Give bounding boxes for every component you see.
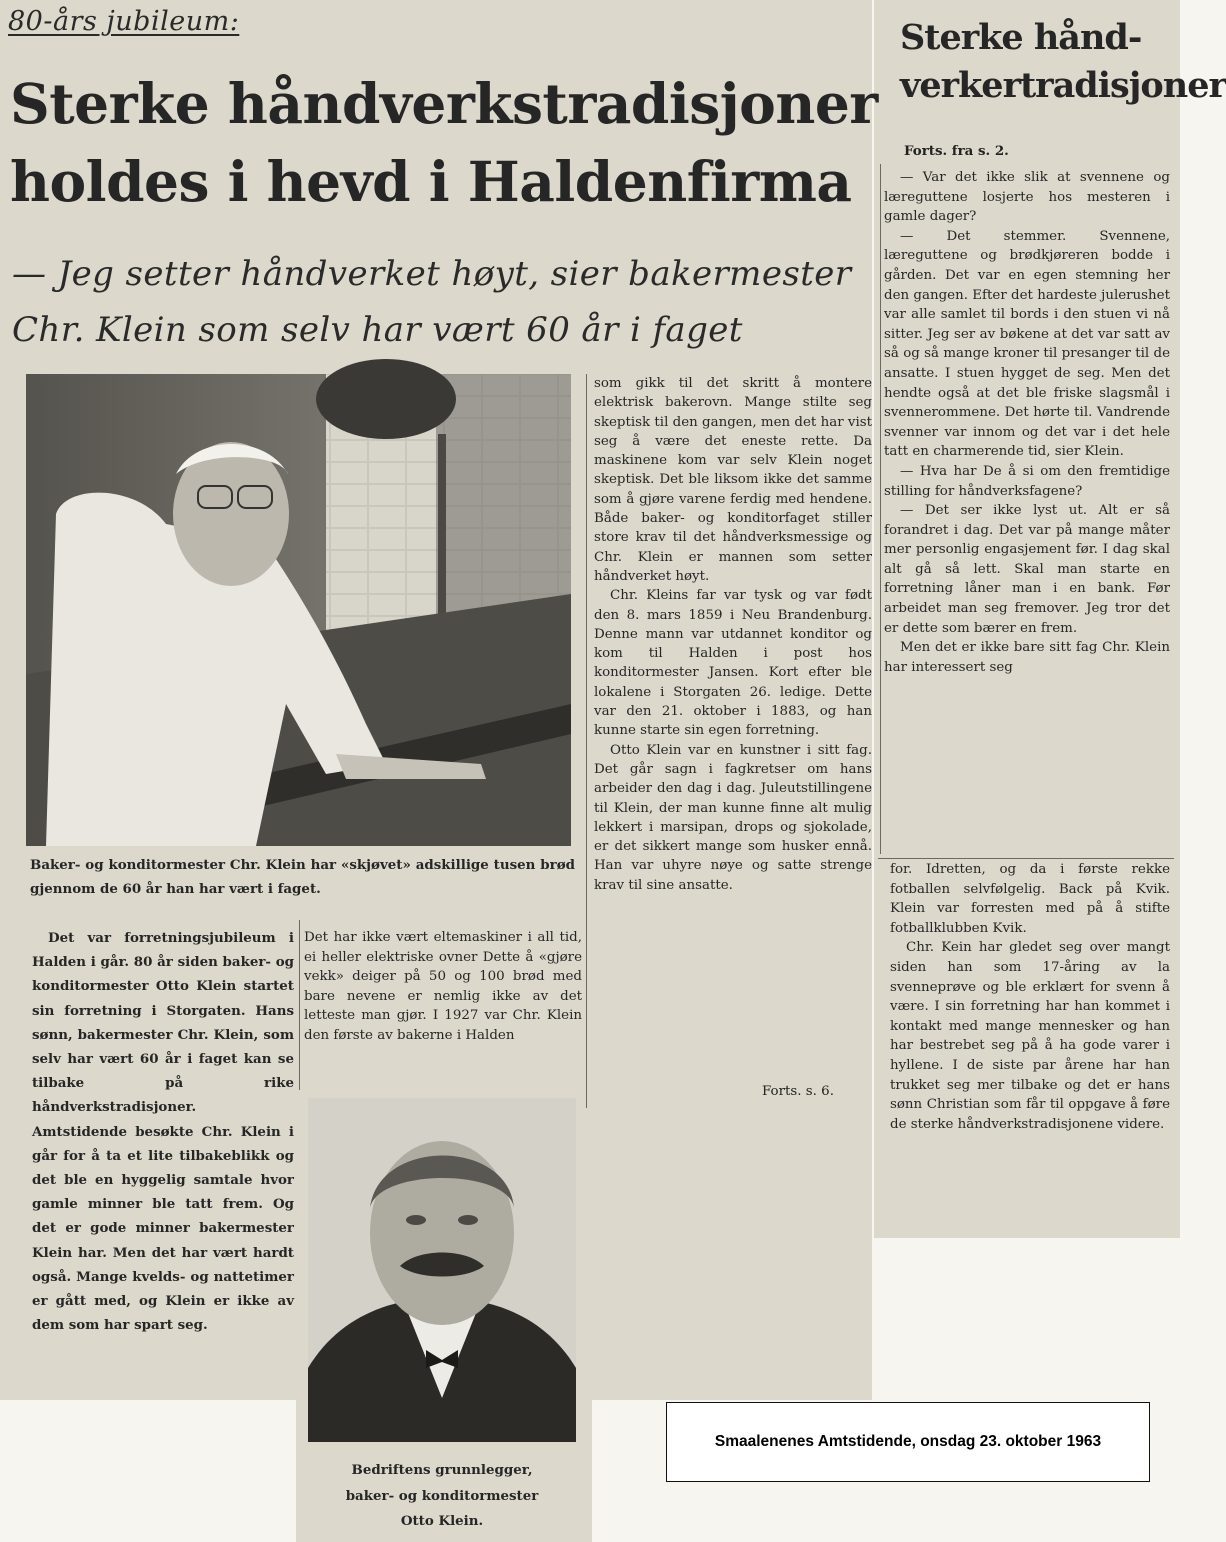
right-continued-paragraph: Chr. Kein har gledet seg over mangt siden han som 17-åring av la svenneprøve og ble erklært for svenn å være. I sin forretning har han kommet i kontakt med mange mennesker og han har bestrebet seg på å ha gode varer i hyllene. I de siste par årene har han trukket seg mer tilbake og det er hans sønn Christian som får til oppgave å føre de sterke håndverkstradisjonene videre. — [890, 940, 1170, 1132]
right-forts: Forts. fra s. 2. — [904, 143, 1009, 159]
photo-chr-klein — [26, 374, 571, 846]
divider-c — [586, 374, 587, 1108]
headline-line1: Sterke håndverkstradisjoner — [10, 71, 878, 136]
subhead-line2: Chr. Klein som selv har vært 60 år i faget — [12, 310, 743, 350]
right-column — [884, 168, 1170, 677]
column-c — [594, 374, 872, 895]
divider-right-continue — [878, 858, 1174, 859]
column-c-paragraph: Chr. Kleins far var tysk og var født den 8. mars 1859 i Neu Brandenburg. Denne mann var utdannet konditor og kom til Halden i post hos konditormester Jansen. Kort efter ble lokalene i Storgaten 26. ledige. Dette var den 21. oktober i 1883, og han kunne starte sin egen forretning. — [594, 588, 872, 739]
photo2-caption-line3: Otto Klein. — [400, 1513, 484, 1530]
photo-chr-klein-image — [26, 374, 571, 846]
photo1-caption: Baker- og konditormester Chr. Klein har «skjøvet» adskillige tusen brød gjennom de 60 år han har vært i faget. — [30, 857, 575, 897]
photo2-caption-line1: Bedriftens grunnlegger, — [351, 1462, 533, 1478]
photo2-caption-line2: baker- og konditormester — [345, 1487, 539, 1504]
right-continued-paragraph: for. Idretten, og da i første rekke fotballen selvfølgelig. Back på Kvik. Klein var forresten med på å stifte fotballklubben Kvik. — [890, 862, 1170, 936]
right-paragraph: — Hva har De å si om den fremtidige stilling for håndverksfagene? — [884, 463, 1170, 499]
column-c-paragraph: som gikk til det skritt å montere elektrisk bakerovn. Mange stilte seg skeptisk til den gangen, men det har vist seg å være det eneste rette. Da maskinene kom var selv Klein noget skeptisk. Det ble liksom ikke det samme som å gjøre varene ferdig med hendene. Både baker- og konditorfaget stiller store krav til det håndverksmessige og Chr. Klein er mannen som setter håndverket høyt. — [594, 376, 872, 584]
photo-otto-klein-image — [308, 1098, 576, 1442]
divider-right — [880, 164, 881, 854]
source-label: Smaalenenes Amtstidende, onsdag 23. oktober 1963 — [666, 1402, 1150, 1482]
subhead-line1: — Jeg setter håndverket høyt, sier bakermester — [12, 254, 852, 294]
column-a-text: Det var forretningsjubileum i Halden i går. 80 år siden baker- og konditormester Otto Klein startet sin forretning i Storgaten. Hans sønn, bakermester Chr. Klein, som selv har vært 60 år i faget kan se tilbake på rike håndverkstradisjoner. Amtstidende besøkte Chr. Klein i går for å ta et lite tilbakeblikk og det ble en hyggelig samtale hvor gamle minner ble tatt frem. Og det er gode minner bakermester Klein har. Men det har vært hardt også. Mange kvelds- og nattetimer er gått med, og Klein er ikke av dem som har spart seg. — [32, 930, 294, 1334]
right-paragraph: Men det er ikke bare sitt fag Chr. Klein har interessert seg — [884, 640, 1170, 675]
divider-a-b — [299, 920, 300, 1090]
column-c-paragraph: Otto Klein var en kunstner i sitt fag. Det går sagn i fagkretser om hans arbeider den dag i dag. Juleutstillingene til Klein, der man kunne finne alt mulig lekkert i marsipan, drops og sjokolade, er det sikkert mange som husker ennå. Han var uhyre nøye og satte strenge krav til sine ansatte. — [594, 742, 872, 893]
right-title-line1: Sterke hånd- — [900, 17, 1142, 58]
right-column-continued — [890, 860, 1170, 1134]
right-title-line2: verkertradisjoner — [900, 65, 1226, 106]
kicker: 80-års jubileum: — [8, 6, 240, 37]
right-title — [900, 14, 1226, 110]
column-b — [304, 928, 582, 1046]
right-paragraph: — Det stemmer. Svennene, læreguttene og brødkjøreren bodde i gården. Det var en egen stemning her den gangen. Efter det hardeste julerushet var alle samlet til bords i den stuen vi nå sitter. Jeg ser av bøkene at det var satt av så og så mange kroner til presanger til de ansatte. I stuen hygget de seg. Men det hendte også at det ble friske slagsmål i svennerommene. Det hørte til. Vandrende svenner var innom og det var i det hele tatt en charmerende tid, sier Klein. — [884, 228, 1170, 460]
column-a — [32, 926, 294, 1337]
right-paragraph: — Var det ikke slik at svennene og læreguttene losjerte hos mesteren i gamle dager? — [884, 170, 1170, 225]
headline-line2: holdes i hevd i Haldenfirma — [10, 149, 852, 214]
photo2-caption — [308, 1458, 576, 1535]
right-paragraph: — Det ser ikke lyst ut. Alt er så forandret i dag. Det var på mange måter mer personlig engasjement før. I dag skal alt gå så lett. Skal man starte en forretning låner man i en bank. Før arbeidet man seg fremover. Jeg tror det er dette som bærer en frem. — [884, 503, 1170, 636]
column-b-text: Det har ikke vært eltemaskiner i all tid, ei heller elektriske ovner Dette å «gjøre vekk» deiger på 50 og 100 brød med bare nevene er nemlig ikke av det letteste man gjør. I 1927 var Chr. Klein den første av bakerne i Halden — [304, 930, 582, 1043]
column-c-footer: Forts. s. 6. — [762, 1084, 834, 1099]
photo-otto-klein — [308, 1098, 576, 1442]
